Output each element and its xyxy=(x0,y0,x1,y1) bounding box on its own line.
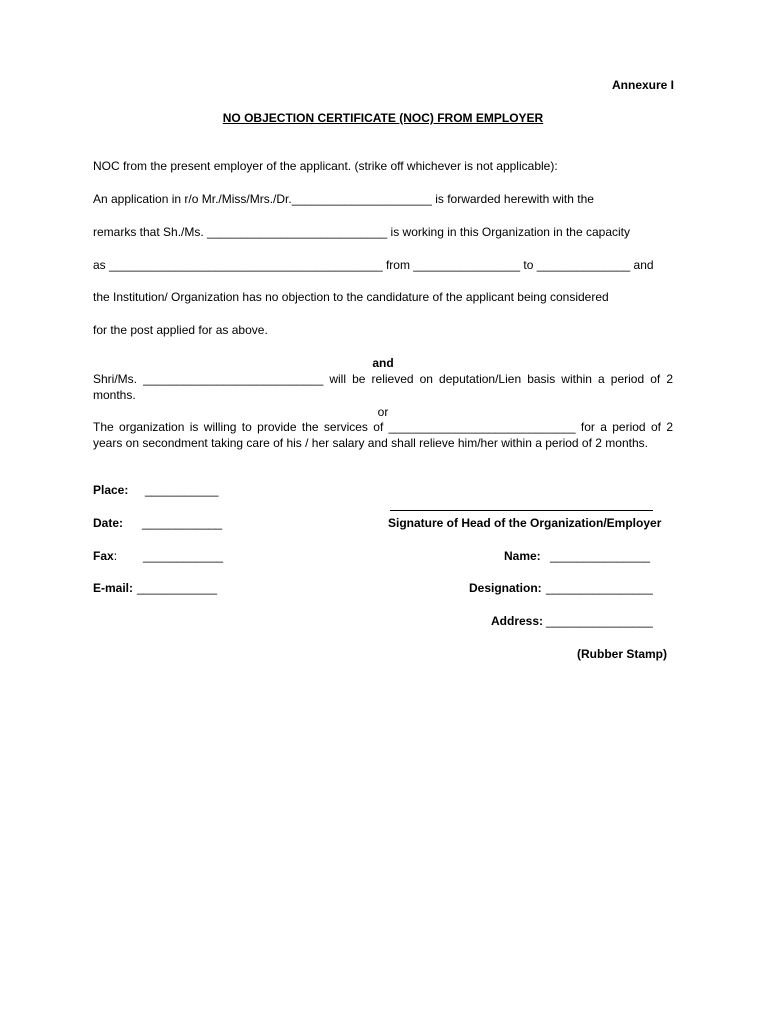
designation-field: ________________ xyxy=(546,581,653,595)
deputation-paragraph: Shri/Ms. ___________________________ will be relieved on deputation/Lien basis within a period of 2 months. xyxy=(93,372,673,402)
fax-field: ____________ xyxy=(143,549,224,563)
capacity-line: as _________________________________________ from ________________ to ______________ and xyxy=(93,258,654,272)
and-separator: and xyxy=(372,356,394,370)
intro-text: NOC from the present employer of the applicant. (strike off whichever is not applicable): xyxy=(93,159,558,173)
email-label: E-mail: xyxy=(93,581,134,595)
rubber-stamp-label: (Rubber Stamp) xyxy=(577,647,667,661)
signature-label: Signature of Head of the Organization/Employer xyxy=(388,516,662,530)
address-label: Address: xyxy=(491,614,544,628)
annexure-label: Annexure I xyxy=(612,78,675,92)
name-label: Name: xyxy=(504,549,541,563)
signature-line xyxy=(390,510,653,511)
fax-colon: : xyxy=(113,549,118,563)
designation-label: Designation: xyxy=(469,581,542,595)
fax-label-group xyxy=(93,548,117,564)
date-field: ____________ xyxy=(142,516,223,530)
post-applied-line: for the post applied for as above. xyxy=(93,323,268,337)
or-separator: or xyxy=(377,405,389,419)
place-field: ___________ xyxy=(145,483,219,497)
remarks-line: remarks that Sh./Ms. ___________________________ is working in this Organization in the capacity xyxy=(93,225,631,239)
date-label: Date: xyxy=(93,516,124,530)
no-objection-line: the Institution/ Organization has no objection to the candidature of the applicant being considered xyxy=(93,290,609,304)
document-title: NO OBJECTION CERTIFICATE (NOC) FROM EMPLOYER xyxy=(222,111,544,125)
email-field: ____________ xyxy=(137,581,218,595)
address-field: ________________ xyxy=(546,614,653,628)
secondment-paragraph: The organization is willing to provide the services of ____________________________ for a period of 2 years on secondment taking care of his / her salary and shall relieve him/her within a period of 2 months. xyxy=(93,420,673,450)
name-field: _______________ xyxy=(550,549,651,563)
application-line: An application in r/o Mr./Miss/Mrs./Dr._____________________ is forwarded herewith with the xyxy=(93,192,594,206)
fax-label: Fax xyxy=(93,549,114,563)
place-label: Place: xyxy=(93,483,129,497)
